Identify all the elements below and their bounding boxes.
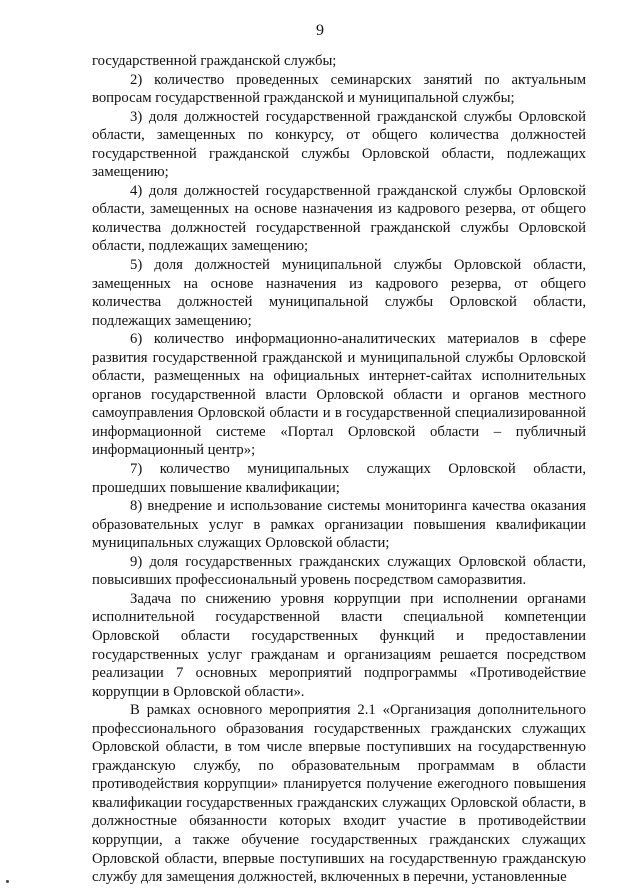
paragraph-measure-2-1: В рамках основного мероприятия 2.1 «Организация дополнительного профессионального образования государственных гражданских служащих Орловской области, в том числе впервые поступивших на государственную гражданскую службу, по образовательным программам в области противодействия коррупции» планируется получение ежегодного повышения квалификации государственных гражданских служащих Орловской области, в должностные обязанности которых входит участие в противодействии коррупции, а также обучение государственных гражданских служащих Орловской области, впервые поступивших на государственную гражданскую службу для замещения должностей, включенных в перечни, установленные bbox=[92, 702, 586, 886]
paragraph-item-2: 2) количество проведенных семинарских занятий по актуальным вопросам государственной гражданской и муниципальной службы; bbox=[92, 71, 586, 107]
scan-artifact-dot bbox=[6, 880, 9, 883]
page-number: 9 bbox=[316, 22, 324, 39]
document-body bbox=[92, 52, 586, 887]
paragraph-task-corruption: Задача по снижению уровня коррупции при исполнении органами исполнительной государственной власти специальной компетенции Орловской области государственных функций и предоставлении государственных услуг гражданам и организациям решается посредством реализации 7 основных мероприятий подпрограммы «Противодействие коррупции в Орловской области». bbox=[92, 590, 586, 700]
paragraph-item-6: 6) количество информационно-аналитических материалов в сфере развития государственной гражданской и муниципальной службы Орловской области, размещенных на официальных интернет-сайтах исполнительных органов государственной власти Орловской области и органов местного самоуправления Орловской области и в государственной специализированной информационной системе «Портал Орловской области – публичный информационный центр»; bbox=[92, 331, 586, 459]
paragraph-continuation: государственной гражданской службы; bbox=[92, 53, 337, 69]
paragraph-item-8: 8) внедрение и использование системы мониторинга качества оказания образовательных услуг в рамках организации повышения квалификации муниципальных служащих Орловской области; bbox=[92, 498, 586, 552]
paragraph-item-3: 3) доля должностей государственной гражданской службы Орловской области, замещенных по конкурсу, от общего количества должностей государственной гражданской службы Орловской области, подлежащих замещению; bbox=[92, 108, 586, 181]
paragraph-item-7: 7) количество муниципальных служащих Орловской области, прошедших повышение квалификации; bbox=[92, 461, 586, 496]
paragraph-item-4: 4) доля должностей государственной гражданской службы Орловской области, замещенных на основе назначения из кадрового резерва, от общего количества должностей государственной гражданской службы Орловской области, подлежащих замещению; bbox=[92, 182, 586, 255]
paragraph-item-5: 5) доля должностей муниципальной службы Орловской области, замещенных на основе назначения из кадрового резерва, от общего количества должностей муниципальной службы Орловской области, подлежащих замещению; bbox=[92, 257, 586, 329]
paragraph-item-9: 9) доля государственных гражданских служащих Орловской области, повысивших профессиональный уровень посредством саморазвития. bbox=[92, 553, 586, 589]
